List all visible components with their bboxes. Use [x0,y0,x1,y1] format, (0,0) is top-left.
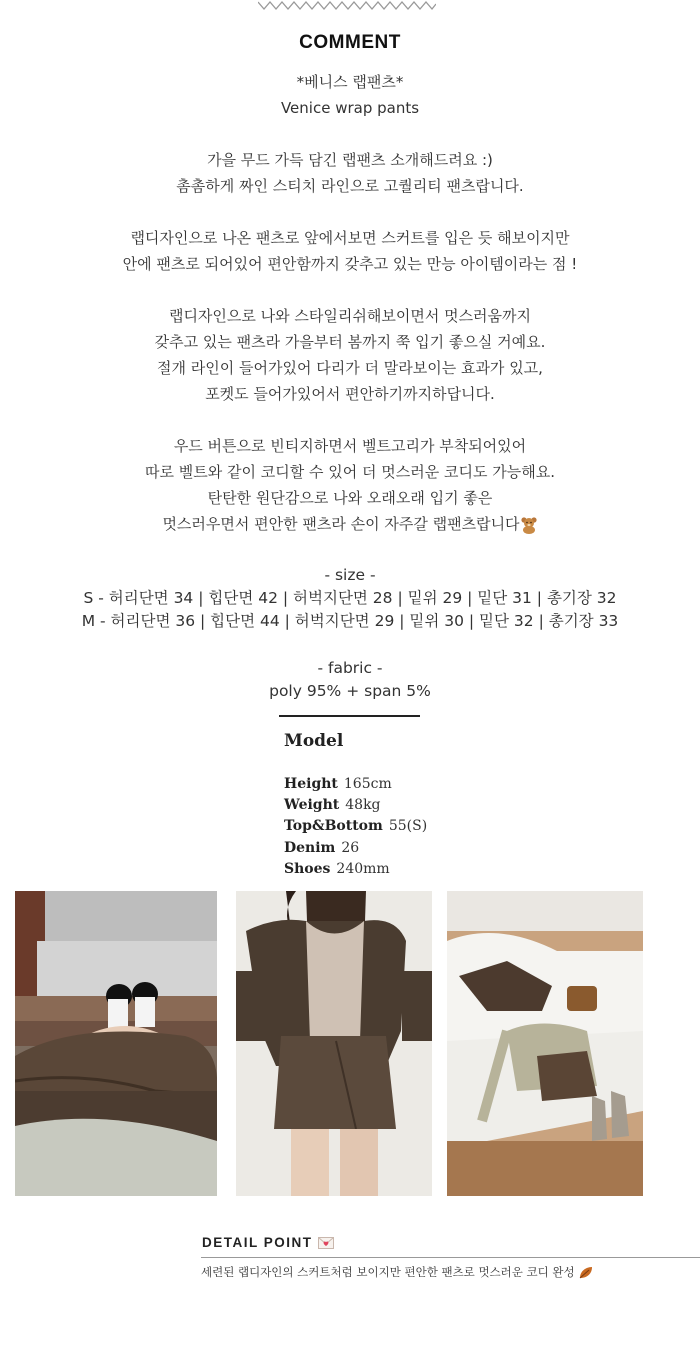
model-spec-list [284,774,427,880]
fabric-block [0,657,700,703]
model-value: 26 [341,839,360,856]
desc-line: 따로 벨트와 같이 코디할 수 있어 더 멋스러운 코디도 가능해요. [145,463,555,481]
model-row-height [284,774,427,795]
desc-line: 탄탄한 원단감으로 나와 오래오래 입기 좋은 [207,489,493,507]
size-heading: - size - [324,566,376,584]
desc-line: 갖추고 있는 팬츠라 가을부터 봄까지 쭉 입기 좋으실 거예요. [154,333,546,351]
model-value: 240mm [336,860,390,877]
detail-point-title [202,1235,334,1250]
model-key: Weight [284,797,340,814]
desc-line: 촘촘하게 짜인 스티치 라인으로 고퀄리티 팬츠랍니다. [176,177,524,195]
model-value: 165cm [343,776,392,792]
desc-line: 가을 무드 가득 담긴 랩팬츠 소개해드려요 :) [207,151,493,169]
desc-line: 절개 라인이 들어가있어 다리가 더 말라보이는 효과가 있고, [157,359,543,377]
desc-line: 안에 팬츠로 되어있어 편안함까지 갖추고 있는 만능 아이템이라는 점 ! [122,255,578,273]
teddy-bear-icon [520,516,538,534]
detail-point-text-row [201,1264,594,1280]
model-row-top-bottom [284,816,427,837]
model-value: 55(S) [388,818,428,835]
fabric-value: poly 95% + span 5% [269,682,431,700]
model-row-denim [284,838,427,859]
desc-line: 우드 버튼으로 빈티지하면서 벨트고리가 부착되어있어 [173,437,527,455]
model-value: 48kg [345,797,381,814]
product-photo-3 [447,891,643,1196]
desc-line-text: 멋스러우면서 편안한 팬츠라 손이 자주갈 랩팬츠랍니다 [162,515,520,533]
product-name-en: Venice wrap pants [280,99,420,117]
fabric-heading: - fabric - [317,659,383,677]
model-key: Shoes [284,860,331,877]
size-row-s: S - 허리단면 34 | 힙단면 42 | 허벅지단면 28 | 밑위 29 | 밑단 31 | 총기장 32 [83,589,617,607]
size-block [0,564,700,633]
section-divider [279,715,420,717]
product-name-block [0,69,700,537]
detail-point-text: 세련된 랩디자인의 스커트처럼 보이지만 편안한 팬츠로 멋스러운 코디 완성 [201,1265,575,1279]
model-row-weight [284,795,427,816]
product-name-ko: *베니스 랩팬츠* [296,73,404,91]
detail-point-label: DETAIL POINT [202,1235,313,1250]
model-key: Height [284,776,338,792]
model-key: Denim [284,839,336,856]
product-photo-1 [15,891,217,1196]
desc-line: 랩디자인으로 나온 팬츠로 앞에서보면 스커트를 입은 듯 해보이지만 [130,229,570,247]
desc-line: 포켓도 들어가있어서 편안하기까지하답니다. [205,385,495,403]
model-row-shoes [284,859,427,880]
love-letter-icon [318,1237,334,1249]
desc-line: 랩디자인으로 나와 스타일리쉬해보이면서 멋스러움까지 [168,307,532,325]
product-photo-2 [236,891,432,1196]
desc-line-last [0,511,700,537]
leaf-icon [578,1266,594,1280]
model-title: Model [284,731,344,751]
zigzag-ornament [258,0,436,12]
size-row-m: M - 허리단면 36 | 힙단면 44 | 허벅지단면 29 | 밑위 30 | 밑단 32 | 총기장 33 [81,612,619,630]
comment-title: COMMENT [299,32,401,53]
detail-underline [201,1257,700,1258]
model-key: Top&Bottom [284,818,383,835]
